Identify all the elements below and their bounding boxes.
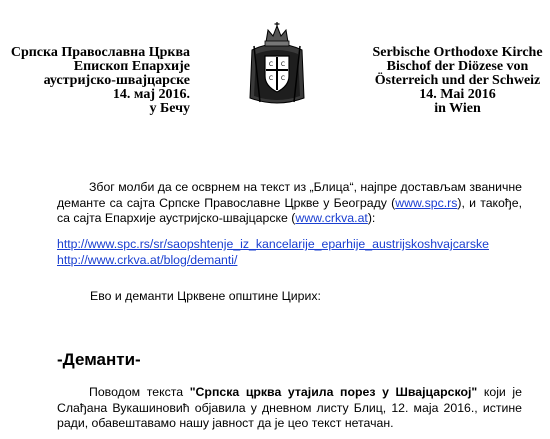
intro-text: ), и такође, са сајта Епархије аустријско-швајцарске ( <box>57 195 522 225</box>
header-left-line: Епископ Епархије <box>73 59 190 74</box>
intro-text: ): <box>367 211 376 225</box>
header-left-line: Српска Православна Црква <box>10 45 190 60</box>
header-left-block <box>0 46 190 116</box>
header-right-line: in Wien <box>434 101 481 116</box>
svg-text:С: С <box>268 75 274 82</box>
links-block <box>57 237 537 268</box>
article-title: "Српска црква утајила порез у Швајцарској" <box>189 385 478 399</box>
svg-text:С: С <box>280 61 286 68</box>
spc-announcement-link[interactable]: http://www.spc.rs/sr/saopshtenje_iz_kancelarije_eparhije_austrijskoshvajcarske <box>57 237 489 251</box>
header-left-line: аустријско-швајцарске <box>43 73 190 88</box>
header-left-line: у Бечу <box>149 101 190 116</box>
crkva-demanti-link[interactable]: http://www.crkva.at/blog/demanti/ <box>57 252 238 267</box>
spc-link[interactable]: www.spc.rs <box>395 195 458 210</box>
demanti-heading: -Деманти- <box>57 350 141 369</box>
body-text: који је Слађана Вукашиновић објавила у дневном листу Блиц, 12. маја 2016., истине ради, обавештавамо нашу јавност да је цео текст нетачан. <box>57 385 522 430</box>
zurich-line: Ево и деманти Црквене општине Цирих: <box>90 289 321 303</box>
crkva-link[interactable]: www.crkva.at <box>295 211 368 225</box>
intro-paragraph <box>57 180 522 227</box>
svg-text:С: С <box>280 75 286 82</box>
header-right-line: Serbische Orthodoxe Kirche <box>372 45 543 60</box>
header-right-block <box>370 46 545 116</box>
body-paragraph <box>57 385 522 432</box>
header-left-line: 14. мај 2016. <box>112 87 190 102</box>
svg-text:С: С <box>268 61 274 68</box>
coat-of-arms-icon <box>246 20 308 110</box>
header-right-line: 14. Mai 2016 <box>419 87 496 102</box>
intro-text: Због молби да се осврнем на текст из „Блица“, најпре достављам званичне деманте са сајта Српске Православне Цркве у Београду ( <box>57 180 522 210</box>
header-right-line: Bischof der Diözese von <box>386 59 529 74</box>
body-text: Поводом текста <box>89 385 190 399</box>
header-right-line: Österreich und der Schweiz <box>374 73 541 88</box>
